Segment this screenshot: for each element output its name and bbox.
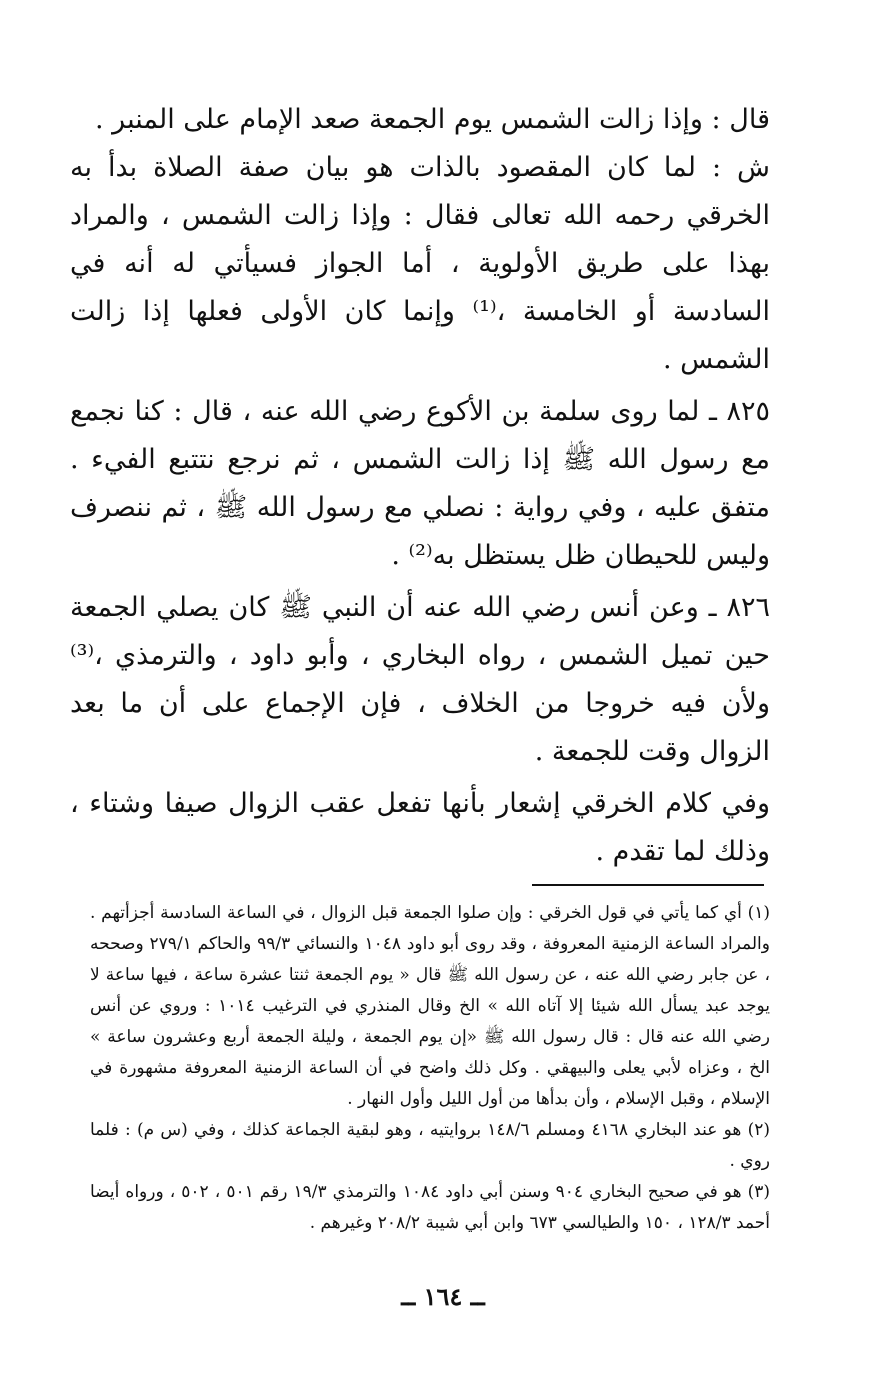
footnote-3: (٣) هو في صحيح البخاري ٩٠٤ وسنن أبي داود ١٠٨٤ والترمذي ١٩/٣ رقم ٥٠١ ، ٥٠٢ ، ورواه أيضا أحمد ١٢٨/٣ ، ١٥٠ والطيالسي ٦٧٣ وابن أبي شيبة ٢٠٨/٢ وغيرهم . bbox=[90, 1182, 771, 1233]
footnote-2: (٢) هو عند البخاري ٤١٦٨ ومسلم ١٤٨/٦ بروايتيه ، وهو لبقية الجماعة كذلك ، وفي (س م) : فلما روي . bbox=[90, 1120, 770, 1171]
hadith-825: ٨٢٥ ـ لما روى سلمة بن الأكوع رضي الله عنه ، قال : كنا نجمع مع رسول الله ﷺ إذا زالت الشمس ، ثم نرجع نتتبع الفيء . متفق عليه ، وفي رواية : نصلي مع رسول الله ﷺ ، ثم ننصرف وليس للحيطان ظل يستظل به⁽²⁾ . bbox=[70, 396, 770, 571]
footnote-separator bbox=[532, 884, 764, 886]
main-text bbox=[70, 96, 770, 876]
paragraph-quote: قال : وإذا زالت الشمس يوم الجمعة صعد الإمام على المنبر . bbox=[95, 104, 770, 135]
paragraph-closing: وفي كلام الخرقي إشعار بأنها تفعل عقب الزوال صيفا وشتاء ، وذلك لما تقدم . bbox=[70, 788, 770, 867]
paragraph-commentary: ش : لما كان المقصود بالذات هو بيان صفة الصلاة بدأ به الخرقي رحمه الله تعالى فقال : وإذا زالت الشمس ، والمراد بهذا على طريق الأولوية ، أما الجواز فسيأتي له أنه في السادسة أو الخامسة ،⁽¹⁾ وإنما كان الأولى فعلها إذا زالت الشمس . bbox=[70, 152, 770, 375]
footnotes bbox=[90, 898, 770, 1239]
page-number: ــ ١٦٤ ــ bbox=[401, 1282, 485, 1311]
footnote-1: (١) أي كما يأتي في قول الخرقي : وإن صلوا الجمعة قبل الزوال ، في الساعة السادسة أجزأتهم . والمراد الساعة الزمنية المعروفة ، وقد روى أبو داود ١٠٤٨ والنسائي ٩٩/٣ والحاكم ٢٧٩/١ وصححه ، عن جابر رضي الله عنه ، عن رسول الله ﷺ قال « يوم الجمعة ثنتا عشرة ساعة ، فيها ساعة لا يوجد عبد يسأل الله شيئا إلا آتاه الله » الخ وقال المنذري في الترغيب ١٠١٤ : وروي عن أنس رضي الله عنه قال : قال رسول الله ﷺ «إن يوم الجمعة ، وليلة الجمعة أربع وعشرون ساعة » الخ ، وعزاه لأبي يعلى والبيهقي . وكل ذلك واضح في أن الساعة الزمنية المعروفة مشهورة في الإسلام ، وقبل الإسلام ، وأن بدأها من أول الليل وأول النهار . bbox=[90, 903, 770, 1109]
hadith-826: ٨٢٦ ـ وعن أنس رضي الله عنه أن النبي ﷺ كان يصلي الجمعة حين تميل الشمس ، رواه البخاري ، وأبو داود ، والترمذي ،⁽³⁾ ولأن فيه خروجا من الخلاف ، فإن الإجماع على أن ما بعد الزوال وقت للجمعة . bbox=[70, 592, 770, 767]
